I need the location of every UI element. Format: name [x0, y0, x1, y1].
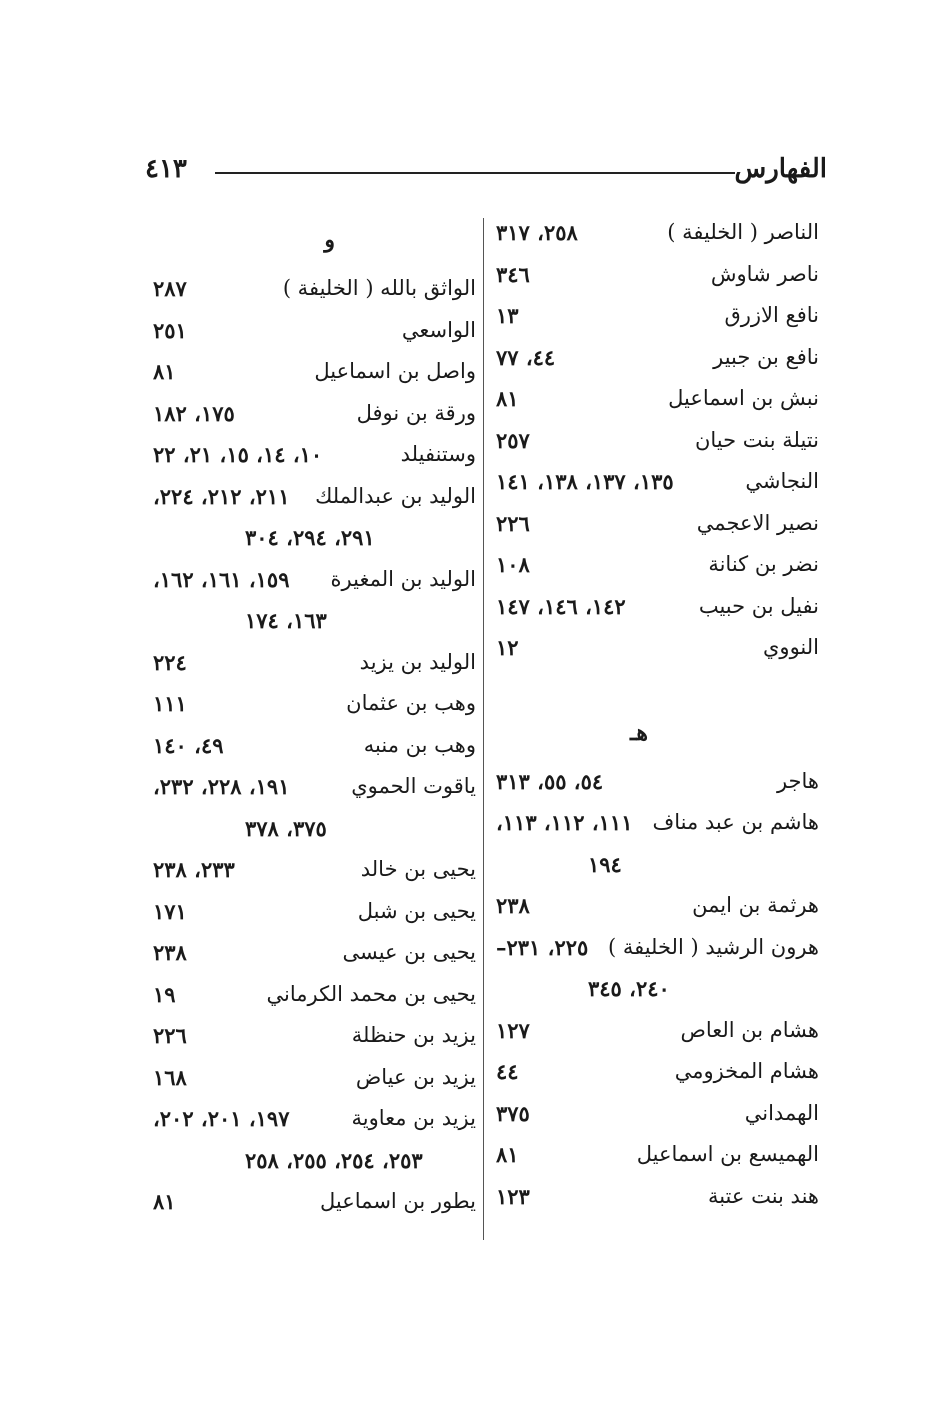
index-entry: [488, 212, 823, 254]
entry-pages: ٨١: [496, 386, 519, 411]
entry-pages: ٢٣٨: [496, 893, 530, 918]
entry-name: الوليد بن المغيرة: [330, 566, 476, 591]
entry-name: ناصر شاوش: [710, 261, 819, 286]
entry-pages: ٥٤، ٥٥، ٣١٣: [496, 768, 604, 794]
entry-name: الهميسع بن اسماعيل: [636, 1142, 819, 1166]
entry-name: نافع الازرق: [724, 303, 819, 327]
index-entry: [145, 725, 480, 767]
index-entry: [488, 1010, 823, 1052]
entry-name: هرثمة بن ايمن: [692, 893, 819, 917]
entry-name: النووي: [763, 635, 819, 659]
page-number: ٤١٣: [145, 154, 187, 184]
index-entry: [145, 517, 480, 559]
entry-pages: ١٧٥، ١٨٢: [153, 400, 235, 426]
entry-name: يطور بن اسماعيل: [320, 1189, 476, 1213]
entry-pages: ٢٢٥، ٢٣١–: [496, 934, 589, 960]
entry-pages: ٣٤٦: [496, 261, 530, 287]
index-entry: [488, 885, 823, 927]
entry-name: نافع بن جبير: [713, 344, 819, 369]
entry-name: النجاشي: [745, 469, 819, 493]
index-entry: [488, 1051, 823, 1093]
entry-name: نضر بن كنانة: [708, 552, 819, 576]
index-entry: [145, 1181, 480, 1223]
letter-waw: و: [324, 227, 335, 253]
entry-name: وهب بن منبه: [363, 732, 476, 757]
entry-pages: ٢٢٦: [496, 510, 530, 536]
entry-name: الواثق بالله ( الخليفة ): [282, 276, 476, 300]
entry-pages: ٢٤٠، ٣٤٥: [588, 976, 670, 1001]
entry-name: وستنفيلد: [400, 442, 476, 466]
index-entry: [145, 434, 480, 476]
entry-pages: ٢١١، ٢١٢، ٢٢٤،: [153, 483, 290, 509]
entry-name: يزيد بن حنظلة: [351, 1023, 476, 1047]
entry-pages: ١٩٤: [588, 851, 622, 877]
entry-pages: ٤٩، ١٤٠: [153, 732, 224, 758]
index-entry: [145, 268, 480, 310]
entry-pages: ٢٥٧: [496, 427, 530, 453]
index-entry: [488, 1093, 823, 1135]
entry-pages: ٢٥٨، ٣١٧: [496, 220, 578, 245]
entry-pages: ٢٣٣، ٢٣٨: [153, 857, 235, 882]
entry-pages: ١٠، ١٤، ١٥، ٢١، ٢٢: [153, 442, 323, 467]
index-entry: [145, 683, 480, 725]
entry-pages: ٢٢٤: [153, 649, 187, 675]
entry-name: الواسعي: [401, 317, 476, 342]
index-entry: [488, 378, 823, 420]
index-entry: [488, 1134, 823, 1176]
entry-pages: ٤٤، ٧٧: [496, 344, 556, 370]
running-title: الفهارس: [734, 154, 827, 184]
letter-heading-ha: [488, 705, 823, 761]
entry-name: وهب بن عثمان: [346, 691, 476, 715]
entry-name: الهمداني: [744, 1100, 819, 1125]
entry-name: هشام المخزومي: [674, 1059, 819, 1083]
entry-name: نتيلة بنت حيان: [694, 427, 819, 452]
entry-name: يحيى بن محمد الكرماني: [266, 981, 476, 1006]
letter-ha: هـ: [629, 719, 648, 746]
column-divider: [483, 218, 484, 1240]
entry-pages: ٢٩١، ٢٩٤، ٣٠٤: [245, 525, 375, 550]
entry-pages: ١٦٨: [153, 1064, 187, 1090]
entry-name: الناصر ( الخليفة ): [667, 220, 819, 244]
index-entry: [145, 559, 480, 601]
index-entry: [145, 974, 480, 1016]
index-entry: [145, 808, 480, 850]
entry-pages: ٨١: [153, 359, 176, 384]
right-column: [488, 212, 823, 1217]
entry-name: يزيد بن عياض: [355, 1064, 476, 1089]
entry-pages: ٢٢٦: [153, 1023, 187, 1048]
entry-pages: ١٧١: [153, 898, 187, 924]
index-entry: [488, 337, 823, 379]
entry-name: يحيى بن شبل: [357, 898, 476, 923]
entry-pages: ١٩١، ٢٢٨، ٢٣٢،: [153, 774, 290, 799]
entry-name: نبش بن اسماعيل: [668, 386, 819, 410]
entry-name: هاجر: [776, 768, 819, 793]
index-entry: [145, 1098, 480, 1140]
entry-pages: ١٥٩، ١٦١، ١٦٢،: [153, 566, 290, 592]
index-entry: [488, 544, 823, 586]
entry-pages: ١٩٧، ٢٠١، ٢٠٢،: [153, 1106, 290, 1131]
left-column: [145, 212, 480, 1223]
entry-pages: ١٤٢، ١٤٦، ١٤٧: [496, 593, 626, 619]
entry-pages: ١٢٣: [496, 1183, 530, 1209]
entry-pages: ٨١: [496, 1142, 519, 1167]
entry-name: الوليد بن يزيد: [359, 649, 476, 674]
index-entry: [145, 849, 480, 891]
entry-name: نفيل بن حبيب: [698, 593, 819, 618]
index-entry: [145, 1140, 480, 1182]
entry-pages: ٢٨٧: [153, 276, 187, 301]
index-entry: [145, 476, 480, 518]
entry-pages: ١٩: [153, 981, 176, 1007]
entry-name: يحيى بن عيسى: [342, 940, 476, 964]
entry-pages: ١٢٧: [496, 1017, 530, 1043]
entry-pages: ١٣٥، ١٣٧، ١٣٨، ١٤١: [496, 469, 674, 494]
entry-name: هرون الرشيد ( الخليفة ): [607, 934, 819, 959]
index-entry: [488, 927, 823, 969]
entry-name: هاشم بن عبد مناف: [652, 810, 819, 834]
entry-name: الوليد بن عبدالملك: [315, 483, 476, 508]
index-entry: [145, 1015, 480, 1057]
index-entry: [488, 1176, 823, 1218]
index-entry: [488, 295, 823, 337]
index-entry: [488, 586, 823, 628]
entry-name: ورقة بن نوفل: [356, 400, 476, 425]
entry-name: يحيى بن خالد: [360, 857, 476, 881]
index-entry: [488, 844, 823, 886]
index-entry: [488, 802, 823, 844]
index-entry: [145, 1057, 480, 1099]
index-entry: [145, 642, 480, 684]
index-entry: [145, 600, 480, 642]
index-entry: [488, 254, 823, 296]
index-entry: [145, 310, 480, 352]
entry-name: واصل بن اسماعيل: [314, 359, 476, 383]
index-entry: [488, 461, 823, 503]
entry-pages: ١٦٣، ١٧٤: [245, 608, 327, 633]
entry-pages: ١١١: [153, 691, 187, 716]
entry-pages: ٢٣٨: [153, 940, 187, 965]
entry-pages: ٨١: [153, 1189, 176, 1214]
index-entry: [488, 761, 823, 803]
index-entry: [145, 891, 480, 933]
entry-pages: ٣٧٥، ٣٧٨: [245, 815, 327, 841]
index-entry: [488, 627, 823, 669]
entry-pages: ١٢: [496, 635, 519, 660]
entry-name: هشام بن العاص: [680, 1017, 819, 1042]
entry-name: ياقوت الحموي: [351, 774, 476, 798]
entry-pages: ١٣: [496, 303, 519, 328]
index-entry: [145, 351, 480, 393]
entry-name: يزيد بن معاوية: [351, 1106, 476, 1130]
entry-pages: ٣٧٥: [496, 1100, 530, 1126]
entry-name: هند بنت عتبة: [707, 1183, 819, 1208]
entry-pages: ١٠٨: [496, 552, 530, 577]
index-entry: [145, 393, 480, 435]
index-entry: [488, 968, 823, 1010]
index-entry: [145, 766, 480, 808]
entry-pages: ٢٥١: [153, 317, 187, 343]
index-entry: [488, 420, 823, 462]
entry-pages: ١١١، ١١٢، ١١٣،: [496, 810, 633, 835]
entry-pages: ٤٤: [496, 1059, 519, 1084]
index-entry: [145, 932, 480, 974]
page-header: [145, 150, 827, 194]
entry-pages: ٢٥٣، ٢٥٤، ٢٥٥، ٢٥٨: [245, 1147, 423, 1173]
index-entry: [488, 503, 823, 545]
header-rule: [215, 172, 735, 174]
letter-heading-waw: [145, 212, 480, 268]
entry-name: نصير الاعجمي: [696, 510, 819, 535]
